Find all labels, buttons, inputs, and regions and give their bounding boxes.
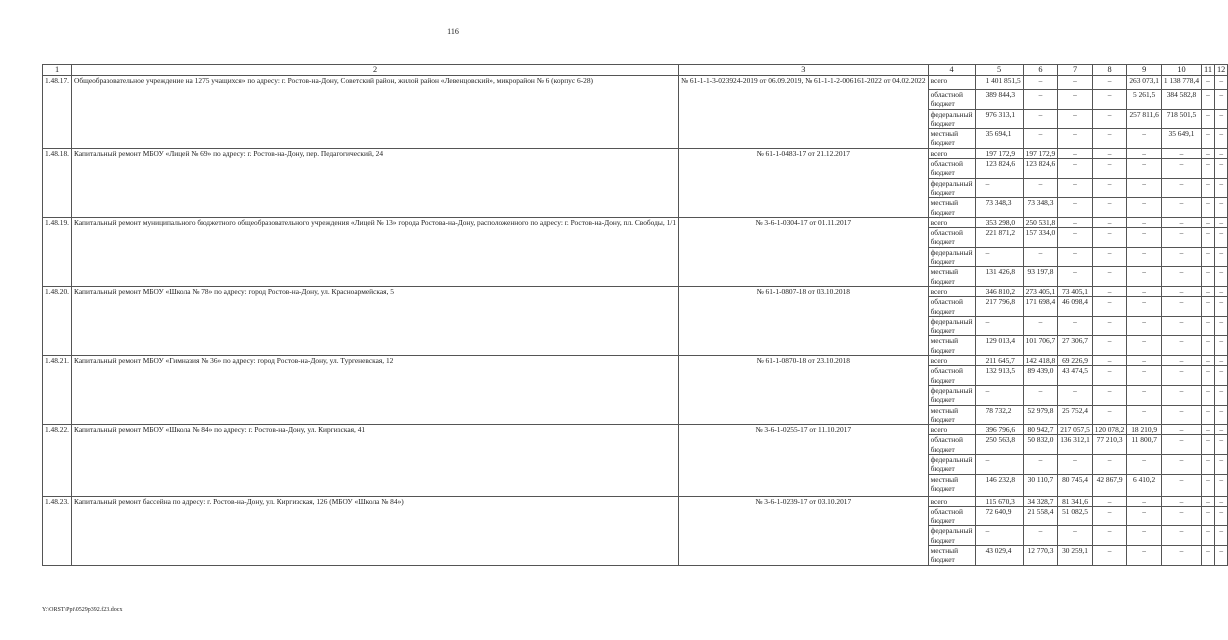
funding-source: всего [928,425,975,435]
amount-cell: – [1023,247,1058,267]
item-number: 1.48.17. [43,76,72,149]
amount-cell: – [1127,506,1162,526]
amount-cell: – [1202,496,1215,506]
registration-number: № 3-6-1-0255-17 от 11.10.2017 [679,425,929,496]
amount-cell: – [1202,336,1215,356]
amount-cell: – [1023,76,1058,90]
amount-cell: 131 426,8 [975,267,1023,287]
funding-source: федеральный бюджет [928,178,975,198]
amount-cell: 34 328,7 [1023,496,1058,506]
funding-source: местный бюджет [928,336,975,356]
amount-cell: 52 979,8 [1023,405,1058,425]
funding-source: областной бюджет [928,297,975,317]
amount-cell: 136 312,1 [1058,435,1093,455]
amount-cell: – [1215,316,1228,336]
amount-cell: – [1202,454,1215,474]
amount-cell: 211 645,7 [975,356,1023,366]
amount-cell: – [1092,316,1127,336]
header-cell: 1 [43,65,72,76]
amount-cell: – [1127,336,1162,356]
amount-cell: 250 531,8 [1023,217,1058,227]
amount-cell: – [1161,385,1201,405]
registration-number: № 3-6-1-0239-17 от 03.10.2017 [679,496,929,565]
amount-cell: – [1058,90,1093,110]
amount-cell: – [1092,526,1127,546]
amount-cell: – [1215,546,1228,566]
header-cell: 2 [72,65,679,76]
amount-cell: – [1202,76,1215,90]
amount-cell: – [1215,435,1228,455]
amount-cell: – [1202,178,1215,198]
amount-cell: 115 670,3 [975,496,1023,506]
table-row [43,286,1228,296]
amount-cell: – [1161,178,1201,198]
amount-cell: – [1023,109,1058,129]
amount-cell: – [1023,454,1058,474]
amount-cell: 120 078,2 [1092,425,1127,435]
amount-cell: – [1092,356,1127,366]
amount-cell: 80 745,4 [1058,474,1093,496]
amount-cell: 396 796,6 [975,425,1023,435]
funding-source: местный бюджет [928,267,975,287]
amount-cell: – [1202,148,1215,158]
amount-cell: 384 582,8 [1161,90,1201,110]
file-path-footer: Y:\ORST\Ppi\0529p392.f23.docx [42,607,123,613]
amount-cell: – [1127,316,1162,336]
amount-cell: 389 844,3 [975,90,1023,110]
amount-cell: – [1202,217,1215,227]
amount-cell: – [1092,159,1127,179]
amount-cell: 51 082,5 [1058,506,1093,526]
amount-cell: – [1127,405,1162,425]
amount-cell: 976 313,1 [975,109,1023,129]
amount-cell: – [1215,336,1228,356]
amount-cell: – [1023,385,1058,405]
funding-source: всего [928,148,975,158]
amount-cell: – [1092,506,1127,526]
funding-source: местный бюджет [928,129,975,149]
amount-cell: 80 942,7 [1023,425,1058,435]
amount-cell: 123 824,6 [1023,159,1058,179]
amount-cell: – [1127,228,1162,248]
funding-source: всего [928,217,975,227]
amount-cell: – [1202,506,1215,526]
amount-cell: – [1092,297,1127,317]
funding-source: местный бюджет [928,474,975,496]
amount-cell: – [1215,159,1228,179]
amount-cell: – [1092,454,1127,474]
header-cell: 5 [975,65,1023,76]
amount-cell: 718 501,5 [1161,109,1201,129]
amount-cell: – [1161,316,1201,336]
amount-cell: 123 824,6 [975,159,1023,179]
funding-source: всего [928,286,975,296]
amount-cell: – [1127,198,1162,218]
amount-cell: – [1161,217,1201,227]
amount-cell: 1 401 851,5 [975,76,1023,90]
object-name: Капитальный ремонт МБОУ «Школа № 78» по адресу: город Ростов-на-Дону, ул. Красноармейская, 5 [72,286,679,355]
amount-cell: – [1215,356,1228,366]
item-number: 1.48.20. [43,286,72,355]
funding-source: местный бюджет [928,198,975,218]
amount-cell: – [1215,129,1228,149]
amount-cell: – [1058,148,1093,158]
amount-cell: – [1023,129,1058,149]
amount-cell: 30 259,1 [1058,546,1093,566]
amount-cell: – [1127,297,1162,317]
amount-cell: – [1215,90,1228,110]
header-row [43,65,1228,76]
item-number: 1.48.23. [43,496,72,565]
amount-cell: – [1215,526,1228,546]
amount-cell: 73 348,3 [975,198,1023,218]
amount-cell: – [1161,228,1201,248]
amount-cell: – [1215,247,1228,267]
amount-cell: 1 138 778,4 [1161,76,1201,90]
funding-source: федеральный бюджет [928,109,975,129]
amount-cell: – [1202,366,1215,386]
amount-cell: 129 013,4 [975,336,1023,356]
amount-cell: – [1092,228,1127,248]
amount-cell: – [1023,526,1058,546]
amount-cell: – [1127,356,1162,366]
amount-cell: – [1215,109,1228,129]
amount-cell: 257 811,6 [1127,109,1162,129]
amount-cell: – [1202,129,1215,149]
amount-cell: – [975,316,1023,336]
amount-cell: – [1092,267,1127,287]
amount-cell: – [1202,90,1215,110]
amount-cell: – [1161,159,1201,179]
header-cell: 4 [928,65,975,76]
amount-cell: – [1161,474,1201,496]
amount-cell: – [1215,286,1228,296]
amount-cell: – [1092,385,1127,405]
amount-cell: 250 563,8 [975,435,1023,455]
funding-source: федеральный бюджет [928,526,975,546]
amount-cell: – [1202,109,1215,129]
amount-cell: – [1215,496,1228,506]
amount-cell: – [1092,148,1127,158]
amount-cell: – [1161,454,1201,474]
amount-cell: – [1202,385,1215,405]
amount-cell: 30 110,7 [1023,474,1058,496]
amount-cell: – [1215,228,1228,248]
amount-cell: – [1092,90,1127,110]
amount-cell: – [1202,435,1215,455]
amount-cell: – [975,247,1023,267]
item-number: 1.48.18. [43,148,72,217]
amount-cell: 6 410,2 [1127,474,1162,496]
amount-cell: – [1161,247,1201,267]
funding-source: областной бюджет [928,159,975,179]
amount-cell: 132 913,5 [975,366,1023,386]
amount-cell: – [1058,217,1093,227]
amount-cell: – [1161,148,1201,158]
amount-cell: – [1092,198,1127,218]
amount-cell: 5 261,5 [1127,90,1162,110]
header-cell: 10 [1161,65,1201,76]
amount-cell: 25 752,4 [1058,405,1093,425]
amount-cell: – [1202,267,1215,287]
amount-cell: – [1127,286,1162,296]
header-cell: 7 [1058,65,1093,76]
amount-cell: – [1161,496,1201,506]
object-name: Капитальный ремонт МБОУ «Школа № 84» по адресу: г. Ростов-на-Дону, ул. Киргизская, 41 [72,425,679,496]
amount-cell: – [1092,496,1127,506]
amount-cell: – [1058,385,1093,405]
funding-source: местный бюджет [928,546,975,566]
amount-cell: – [1092,546,1127,566]
amount-cell: 77 210,3 [1092,435,1127,455]
amount-cell: – [1058,526,1093,546]
object-name: Общеобразовательное учреждение на 1275 учащихся» по адресу: г. Ростов-на-Дону, Советский район, жилой район «Левенцовский», микрорайон № 6 (корпус 6-28) [72,76,679,149]
amount-cell: – [1092,336,1127,356]
amount-cell: – [1202,474,1215,496]
amount-cell: 12 770,3 [1023,546,1058,566]
amount-cell: 217 057,5 [1058,425,1093,435]
amount-cell: – [1023,316,1058,336]
amount-cell: – [1161,198,1201,218]
amount-cell: – [975,454,1023,474]
item-number: 1.48.19. [43,217,72,286]
amount-cell: – [1202,198,1215,218]
amount-cell: – [1058,159,1093,179]
amount-cell: – [1058,247,1093,267]
amount-cell: 21 558,4 [1023,506,1058,526]
amount-cell: – [1161,366,1201,386]
amount-cell: – [1058,109,1093,129]
amount-cell: – [1127,159,1162,179]
amount-cell: – [975,178,1023,198]
amount-cell: 353 298,0 [975,217,1023,227]
item-number: 1.48.22. [43,425,72,496]
amount-cell: – [1127,247,1162,267]
amount-cell: – [1202,286,1215,296]
amount-cell: – [1127,546,1162,566]
item-number: 1.48.21. [43,356,72,425]
amount-cell: – [1092,129,1127,149]
amount-cell: – [1023,178,1058,198]
amount-cell: – [1202,405,1215,425]
amount-cell: – [1058,316,1093,336]
amount-cell: 73 405,1 [1058,286,1093,296]
table-row [43,217,1228,227]
header-cell: 12 [1215,65,1228,76]
amount-cell: – [1058,454,1093,474]
amount-cell: – [1092,286,1127,296]
amount-cell: – [1215,506,1228,526]
amount-cell: – [1092,366,1127,386]
amount-cell: – [1092,109,1127,129]
header-cell: 11 [1202,65,1215,76]
registration-number: № 61-1-0870-18 от 23.10.2018 [679,356,929,425]
amount-cell: – [1161,506,1201,526]
amount-cell: – [1161,425,1201,435]
amount-cell: 101 706,7 [1023,336,1058,356]
amount-cell: 72 640,9 [975,506,1023,526]
table-row [43,496,1228,506]
amount-cell: – [1202,356,1215,366]
object-name: Капитальный ремонт муниципального бюджетного общеобразовательного учреждения «Лицей № 13» города Ростова-на-Дону, расположенного по адресу: г. Ростов-на-Дону, пл. Свободы, 1/1 [72,217,679,286]
registration-number: № 61-1-0483-17 от 21.12.2017 [679,148,929,217]
amount-cell: 221 871,2 [975,228,1023,248]
amount-cell: – [1202,526,1215,546]
funding-source: областной бюджет [928,435,975,455]
program-table [42,64,1228,566]
amount-cell: – [1161,267,1201,287]
amount-cell: 197 172,9 [975,148,1023,158]
table-row [43,148,1228,158]
amount-cell: – [1161,336,1201,356]
amount-cell: 73 348,3 [1023,198,1058,218]
funding-source: федеральный бюджет [928,316,975,336]
amount-cell: – [1092,405,1127,425]
amount-cell: 35 694,1 [975,129,1023,149]
registration-number: № 61-1-0807-18 от 03.10.2018 [679,286,929,355]
amount-cell: 50 832,0 [1023,435,1058,455]
amount-cell: – [1161,405,1201,425]
funding-source: областной бюджет [928,506,975,526]
amount-cell: – [1202,297,1215,317]
amount-cell: – [1202,159,1215,179]
amount-cell: – [1058,178,1093,198]
amount-cell: 146 232,8 [975,474,1023,496]
funding-source: федеральный бюджет [928,385,975,405]
amount-cell: – [1127,178,1162,198]
table-row [43,356,1228,366]
amount-cell: – [1058,76,1093,90]
table-row [43,76,1228,90]
amount-cell: 78 732,2 [975,405,1023,425]
amount-cell: – [1161,297,1201,317]
table-row [43,425,1228,435]
amount-cell: 11 800,7 [1127,435,1162,455]
amount-cell: – [1215,366,1228,386]
amount-cell: – [1161,286,1201,296]
amount-cell: – [1202,228,1215,248]
amount-cell: 69 226,9 [1058,356,1093,366]
amount-cell: – [1058,198,1093,218]
amount-cell: 142 418,8 [1023,356,1058,366]
amount-cell: – [1127,267,1162,287]
amount-cell: – [1215,425,1228,435]
amount-cell: 18 210,9 [1127,425,1162,435]
amount-cell: – [1215,267,1228,287]
object-name: Капитальный ремонт бассейна по адресу: г. Ростов-на-Дону, ул. Киргизская, 126 (МБОУ «Школа № 84») [72,496,679,565]
amount-cell: 42 867,9 [1092,474,1127,496]
header-cell: 8 [1092,65,1127,76]
registration-number: № 3-6-1-0304-17 от 01.11.2017 [679,217,929,286]
funding-source: областной бюджет [928,366,975,386]
amount-cell: 27 306,7 [1058,336,1093,356]
amount-cell: – [1127,366,1162,386]
amount-cell: 43 474,5 [1058,366,1093,386]
object-name: Капитальный ремонт МБОУ «Лицей № 69» по адресу: г. Ростов-на-Дону, пер. Педагогический, 24 [72,148,679,217]
amount-cell: 35 649,1 [1161,129,1201,149]
funding-source: всего [928,356,975,366]
amount-cell: – [1127,526,1162,546]
amount-cell: – [1202,546,1215,566]
amount-cell: – [1215,148,1228,158]
funding-source: всего [928,76,975,90]
amount-cell: – [1127,217,1162,227]
amount-cell: – [1161,356,1201,366]
amount-cell: – [1215,297,1228,317]
amount-cell: – [1127,148,1162,158]
amount-cell: – [1127,454,1162,474]
amount-cell: – [1215,76,1228,90]
funding-source: местный бюджет [928,405,975,425]
amount-cell: 217 796,8 [975,297,1023,317]
amount-cell: – [1127,129,1162,149]
amount-cell: – [1092,76,1127,90]
funding-source: областной бюджет [928,228,975,248]
amount-cell: – [1023,90,1058,110]
amount-cell: – [975,385,1023,405]
amount-cell: 81 341,6 [1058,496,1093,506]
amount-cell: – [1092,178,1127,198]
amount-cell: – [1161,435,1201,455]
amount-cell: – [1215,178,1228,198]
amount-cell: – [1058,267,1093,287]
amount-cell: 46 098,4 [1058,297,1093,317]
amount-cell: 171 698,4 [1023,297,1058,317]
object-name: Капитальный ремонт МБОУ «Гимназия № 36» по адресу: город Ростов-на-Дону, ул. Тургеневская, 12 [72,356,679,425]
amount-cell: – [1127,385,1162,405]
amount-cell: 197 172,9 [1023,148,1058,158]
amount-cell: – [1058,228,1093,248]
amount-cell: – [1215,217,1228,227]
header-cell: 9 [1127,65,1162,76]
amount-cell: 273 405,1 [1023,286,1058,296]
amount-cell: – [975,526,1023,546]
amount-cell: – [1092,247,1127,267]
amount-cell: 89 439,0 [1023,366,1058,386]
amount-cell: 157 334,0 [1023,228,1058,248]
amount-cell: – [1058,129,1093,149]
amount-cell: 263 073,1 [1127,76,1162,90]
amount-cell: – [1161,546,1201,566]
header-cell: 6 [1023,65,1058,76]
funding-source: федеральный бюджет [928,247,975,267]
amount-cell: 93 197,8 [1023,267,1058,287]
funding-source: федеральный бюджет [928,454,975,474]
funding-source: всего [928,496,975,506]
amount-cell: – [1215,405,1228,425]
amount-cell: – [1215,198,1228,218]
amount-cell: – [1202,247,1215,267]
funding-source: областной бюджет [928,90,975,110]
amount-cell: – [1215,385,1228,405]
page-number: 116 [447,27,459,36]
amount-cell: 346 810,2 [975,286,1023,296]
amount-cell: – [1161,526,1201,546]
amount-cell: – [1127,496,1162,506]
amount-cell: 43 029,4 [975,546,1023,566]
amount-cell: – [1202,425,1215,435]
amount-cell: – [1215,474,1228,496]
registration-number: № 61-1-1-3-023924-2019 от 06.09.2019, № 61-1-1-2-006161-2022 от 04.02.2022 [679,76,929,149]
amount-cell: – [1202,316,1215,336]
header-cell: 3 [679,65,929,76]
amount-cell: – [1215,454,1228,474]
amount-cell: – [1092,217,1127,227]
